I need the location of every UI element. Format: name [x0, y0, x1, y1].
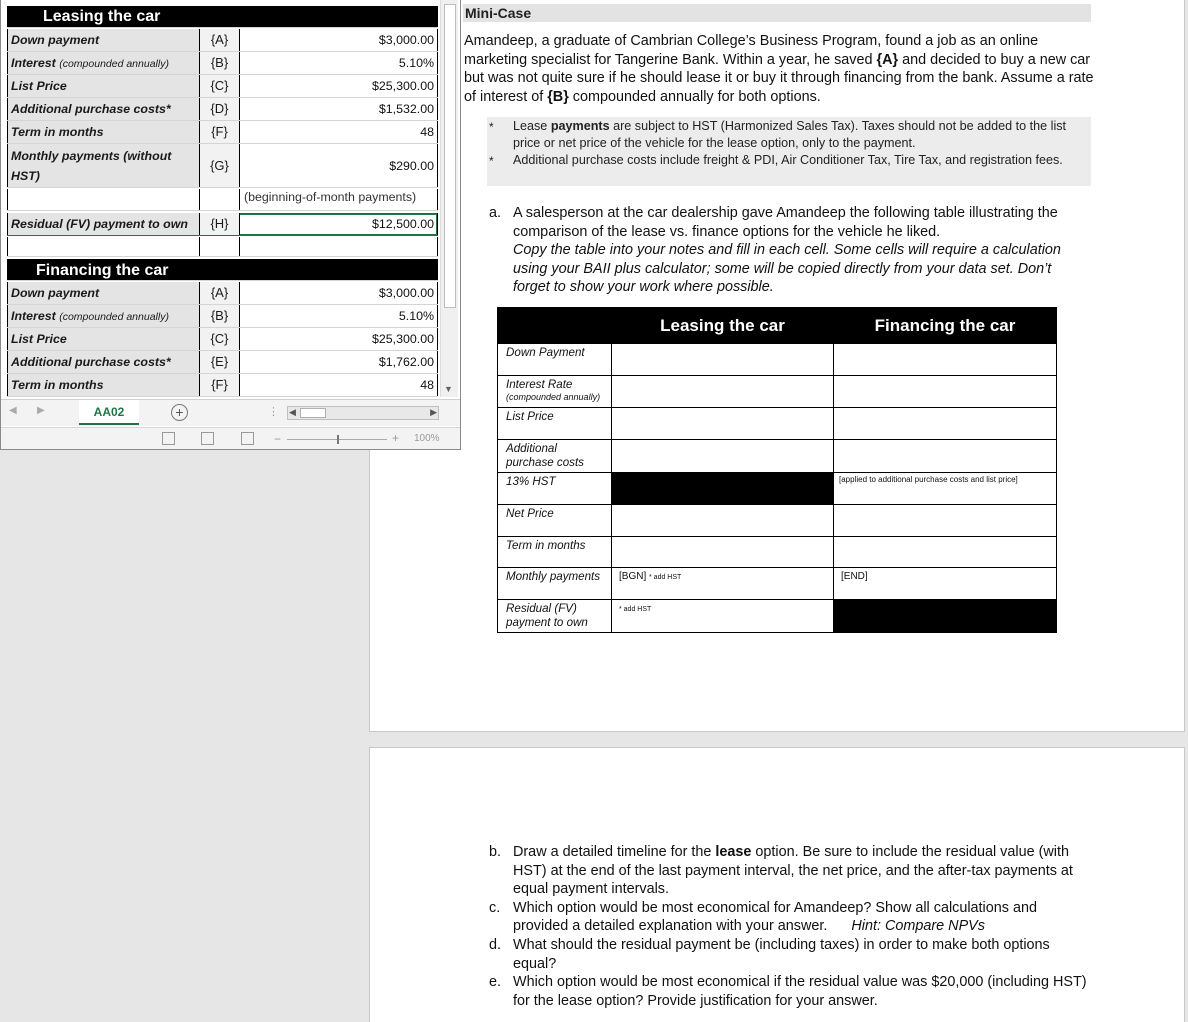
table-row[interactable]: (beginning-of-month payments) [7, 189, 438, 211]
cell-fin-term[interactable] [834, 537, 1057, 568]
table-row-selected[interactable]: Residual (FV) payment to own {H} $12,500.00 [7, 213, 438, 236]
table-corner [498, 308, 612, 344]
cell-fin-net[interactable] [834, 505, 1057, 537]
table-row: Net Price [498, 505, 1057, 537]
zoom-slider-knob[interactable] [337, 435, 339, 444]
bullet-star-icon: * [489, 120, 494, 134]
table-row[interactable] [7, 237, 438, 257]
question-a: a. A salesperson at the car dealership gave Amandeep the following table illustrating the comparison of the lease vs. finance options for the vehicle he liked. Copy the table into your notes and fill in each cell. Some cells will require a calculation using your BAII plus calculator; some will be copied directly from your data set. Don’t forget to show your work where possible. [489, 205, 1061, 296]
table-row[interactable]: List Price {C} $25,300.00 [7, 328, 438, 351]
bullet-star-icon: * [489, 154, 494, 168]
table-row: Monthly payments [BGN] * add HST [END] [498, 568, 1057, 600]
table-row[interactable]: Down payment {A} $3,000.00 [7, 29, 438, 52]
sheet-tab[interactable]: AA02 [79, 400, 139, 425]
cell-lease-term[interactable] [612, 537, 834, 568]
leasing-header[interactable]: Leasing the car [7, 6, 200, 27]
cell-fin-monthly[interactable]: [END] [834, 568, 1057, 600]
table-row: Interest Rate (compounded annually) [498, 376, 1057, 408]
cell-lease-monthly[interactable]: [BGN] * add HST [612, 568, 834, 600]
scroll-down-icon[interactable]: ▼ [444, 384, 453, 394]
horizontal-scrollbar[interactable] [287, 406, 439, 420]
table-row[interactable]: Term in months {F} 48 [7, 121, 438, 144]
table-row: List Price [498, 408, 1057, 440]
table-row[interactable]: Interest (compounded annually) {B} 5.10% [7, 305, 438, 328]
table-row[interactable]: Term in months {F} 48 [7, 374, 438, 397]
table-row[interactable]: List Price {C} $25,300.00 [7, 75, 438, 98]
note-bullet-1: * Lease payments are subject to HST (Harmonized Sales Tax). Taxes should not be added to the list price or net price of the vehicle for the lease option, only to the payment. [489, 119, 1067, 150]
leasing-header-row[interactable] [7, 6, 438, 28]
table-row[interactable]: Additional purchase costs* {D} $1,532.00 [7, 98, 438, 121]
table-row: Down Payment [498, 344, 1057, 376]
page-break-icon[interactable] [241, 432, 254, 445]
col-header-financing: Financing the car [834, 308, 1057, 344]
col-header-leasing: Leasing the car [612, 308, 834, 344]
cell-lease-net[interactable] [612, 505, 834, 537]
table-row: Additional purchase costs [498, 440, 1057, 473]
prev-sheet-icon[interactable]: ◀ [9, 405, 17, 416]
page-layout-icon[interactable] [201, 432, 214, 445]
intro-paragraph: Amandeep, a graduate of Cambrian College’s Business Program, found a job as an online marketing specialist for Tangerine Bank. Within a year, he saved {A} and decided to buy a new car but was not quite sure if he should lease it or buy it through financing from the bank. Assume a rate of interest of {B} compounded annually for both options. [464, 33, 1094, 105]
normal-view-icon[interactable] [162, 432, 175, 445]
scroll-left-icon[interactable]: ◀ [289, 407, 296, 417]
comparison-table [497, 307, 1057, 633]
cell-fin-residual-blocked [834, 600, 1057, 633]
zoom-level[interactable]: 100% [414, 433, 440, 444]
status-bar [1, 427, 461, 450]
cell-fin-down[interactable] [834, 344, 1057, 376]
spreadsheet-grid [7, 6, 438, 397]
minicase-title: Mini-Case [463, 4, 1091, 22]
note-bullet-2: * Additional purchase costs include freight & PDI, Air Conditioner Tax, Tire Tax, and registration fees. [489, 153, 1063, 168]
excel-window [0, 0, 461, 450]
cell-lease-hst-blocked [612, 473, 834, 505]
financing-header[interactable]: Financing the car [7, 259, 200, 280]
vertical-scrollbar[interactable] [440, 0, 458, 397]
next-sheet-icon[interactable]: ▶ [37, 405, 45, 416]
question-c: c. Which option would be most economical for Amandeep? Show all calculations and provided a detailed explanation with your answer. Hint: Compare NPVs [489, 899, 1037, 935]
scroll-thumb[interactable] [300, 408, 326, 418]
cell-lease-addl[interactable] [612, 440, 834, 473]
scroll-right-icon[interactable]: ▶ [430, 407, 437, 417]
question-e: e. Which option would be most economical if the residual value was $20,000 (including HST) for the lease option? Provide justification for your answer. [489, 974, 1087, 1009]
financing-header-row[interactable] [7, 259, 438, 281]
table-row: Term in months [498, 537, 1057, 568]
cell-lease-list[interactable] [612, 408, 834, 440]
scroll-thumb[interactable] [444, 4, 456, 308]
cell-fin-interest[interactable] [834, 376, 1057, 408]
questions-b-to-e [487, 843, 1092, 1010]
cell-lease-down[interactable] [612, 344, 834, 376]
zoom-out-icon[interactable]: − [274, 432, 282, 446]
table-row[interactable]: Monthly payments (without HST) {G} $290.00 [7, 144, 438, 188]
cell-fin-addl[interactable] [834, 440, 1057, 473]
add-sheet-icon[interactable]: + [171, 404, 188, 421]
table-row[interactable]: Additional purchase costs* {E} $1,762.00 [7, 351, 438, 374]
table-row[interactable]: Interest (compounded annually) {B} 5.10% [7, 52, 438, 75]
cell-lease-interest[interactable] [612, 376, 834, 408]
cell-fin-hst[interactable]: [applied to additional purchase costs and list price] [834, 473, 1057, 505]
cell-fin-list[interactable] [834, 408, 1057, 440]
question-d: d. What should the residual payment be (including taxes) in order to make both options equal? [489, 936, 1050, 972]
sheet-tab-bar [1, 399, 461, 426]
cell-lease-residual[interactable]: * add HST [612, 600, 834, 633]
tab-splitter-icon[interactable]: ⋮ [268, 406, 279, 418]
table-row[interactable]: Down payment {A} $3,000.00 [7, 282, 438, 305]
notes-box [487, 117, 1091, 186]
zoom-in-icon[interactable]: + [392, 431, 400, 445]
table-row: Residual (FV) payment to own * add HST [498, 600, 1057, 633]
question-b: b. Draw a detailed timeline for the lease option. Be sure to include the residual value (with HST) at the end of the last payment interval, the net price, and the after-tax payments at equal payment intervals. [489, 844, 1073, 898]
table-row: 13% HST [applied to additional purchase costs and list price] [498, 473, 1057, 505]
